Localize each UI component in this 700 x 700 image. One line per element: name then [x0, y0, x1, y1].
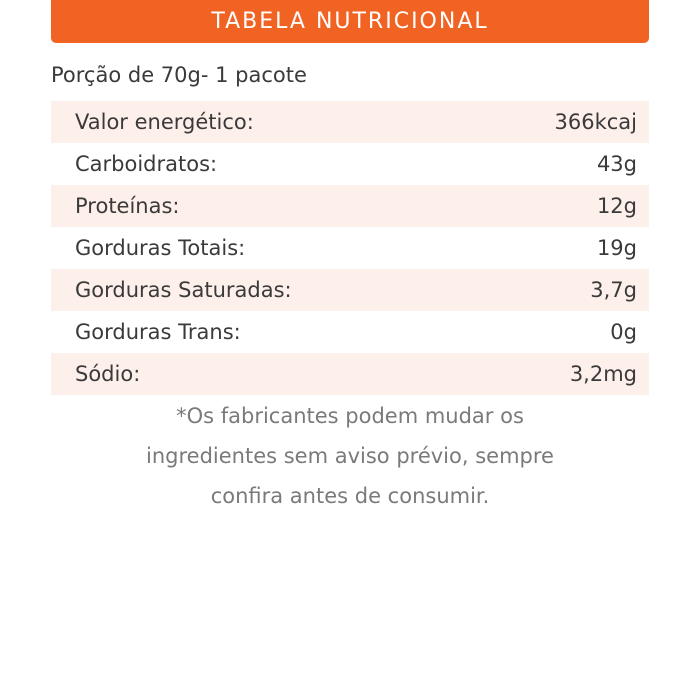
nutrient-label: Gorduras Totais: [75, 236, 246, 260]
nutrient-value: 19g [596, 236, 637, 260]
disclaimer-line: *Os fabricantes podem mudar os [176, 404, 524, 428]
nutrient-value: 3,2mg [569, 362, 637, 386]
table-row [51, 311, 649, 353]
disclaimer-line: ingredientes sem aviso prévio, sempre [146, 444, 554, 468]
nutrient-label: Proteínas: [75, 194, 180, 218]
nutrient-label: Carboidratos: [75, 152, 218, 176]
disclaimer-note [0, 396, 700, 516]
nutrient-value: 3,7g [590, 278, 637, 302]
table-header [51, 0, 649, 43]
nutrient-label: Gorduras Saturadas: [75, 278, 292, 302]
nutrient-label: Valor energético: [75, 110, 254, 134]
disclaimer-line: confira antes de consumir. [210, 484, 490, 508]
table-title: TABELA NUTRICIONAL [211, 9, 489, 34]
table-row [51, 185, 649, 227]
table-row [51, 101, 649, 143]
portion-info: Porção de 70g- 1 pacote [51, 63, 307, 87]
table-row [51, 353, 649, 395]
nutrition-table [51, 101, 649, 395]
nutrient-value: 43g [596, 152, 637, 176]
table-row [51, 269, 649, 311]
nutrient-value: 12g [596, 194, 637, 218]
table-row [51, 143, 649, 185]
nutrient-value: 0g [610, 320, 637, 344]
nutrient-label: Sódio: [75, 362, 141, 386]
nutrient-value: 366kcaj [554, 110, 637, 134]
table-row [51, 227, 649, 269]
nutrient-label: Gorduras Trans: [75, 320, 241, 344]
